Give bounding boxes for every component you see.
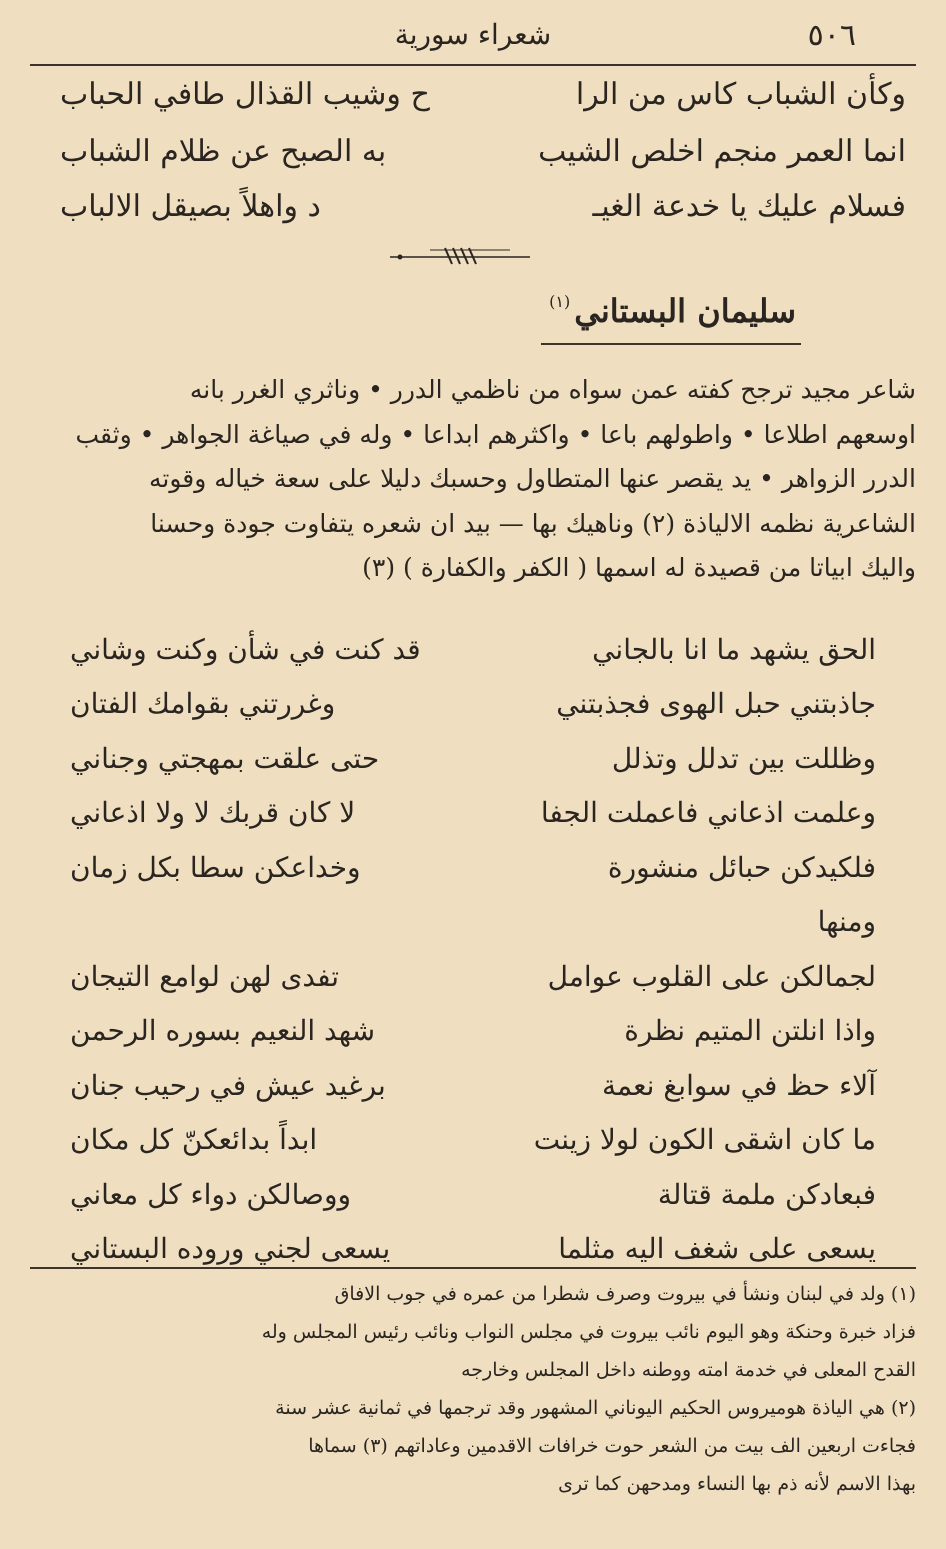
hemistich-left: تفدى لهن لوامع التيجان	[70, 959, 340, 993]
footnote-line: فزاد خبرة وحنكة وهو اليوم نائب بيروت في مجلس النواب ونائب رئيس المجلس وله	[261, 1321, 916, 1343]
hemistich-right: وظللت بين تدلل وتذلل	[611, 741, 876, 775]
poem-verse	[70, 840, 876, 895]
poem-verse	[70, 1113, 876, 1168]
poet-name: سليمان البستاني	[574, 292, 796, 330]
hemistich-left: ابداً بدائعكنّ كل مكان	[70, 1123, 318, 1157]
hemistich-right: آلاء حظ في سوابغ نعمة	[601, 1068, 876, 1102]
verse-line	[60, 77, 906, 112]
prose-line: واليك ابياتا من قصيدة له اسمها ( الكفر والكفارة ) (٣)	[362, 553, 916, 582]
hemistich-left: ح وشيب القذال طافي الحباب	[60, 77, 430, 112]
hemistich-right: فبعادكن ملمة قتالة	[657, 1177, 876, 1211]
hemistich-right: فلكيدكن حبائل منشورة	[607, 850, 876, 884]
hemistich-right: فسلام عليك يا خدعة الغيـ	[592, 189, 906, 224]
hemistich-right: وعلمت اذعاني فاعملت الجفا	[540, 796, 876, 830]
hemistich-right: وكأن الشباب كاس من الرا	[575, 77, 906, 112]
section-heading	[549, 292, 796, 330]
ornament-divider	[390, 244, 530, 266]
hemistich-right: لجمالكن على القلوب عوامل	[547, 959, 876, 993]
hemistich-left: لا كان قربك لا ولا اذعاني	[70, 796, 356, 830]
page-number: ٥٠٦	[807, 18, 856, 53]
verse-line	[60, 189, 906, 224]
footnote-ref: (١)	[549, 292, 571, 311]
hemistich-left: وخداعكن سطا بكل زمان	[70, 850, 361, 884]
poem-verse	[70, 622, 876, 677]
hemistich-right: يسعى على شغف اليه مثلما	[558, 1232, 876, 1266]
footnote-line: (٢) هي الياذة هوميروس الحكيم اليوناني المشهور وقد ترجمها في ثمانية عشر سنة	[275, 1397, 916, 1419]
hemistich-left: شهد النعيم بسوره الرحمن	[70, 1014, 376, 1048]
hemistich-right: جاذبتني حبل الهوى فجذبتني	[556, 687, 876, 721]
footnote-line: بهذا الاسم لأنه ذم بها النساء ومدحهن كما ترى	[558, 1473, 916, 1495]
hemistich-left: ووصالكن دواء كل معاني	[70, 1177, 351, 1211]
hemistich-left: يسعى لجني وروده البستاني	[70, 1232, 391, 1266]
hemistich-left: حتى علقت بمهجتي وجناني	[70, 741, 380, 775]
hemistich-left: د واهلاً بصيقل الالباب	[60, 189, 321, 224]
poem-verse	[70, 677, 876, 732]
poem-verse	[70, 786, 876, 841]
footnote-line: فجاءت اربعين الف بيت من الشعر حوت خرافات الاقدمين وعاداتهم (٣) سماها	[308, 1435, 916, 1457]
footnote-line: (١) ولد في لبنان ونشأ في بيروت وصرف شطرا من عمره في جوب الافاق	[334, 1283, 916, 1305]
hemistich-left: به الصبح عن ظلام الشباب	[60, 134, 387, 169]
prose-line: الدرر الزواهر • يد يقصر عنها المتطاول وحسبك دليلا على سعة خياله وقوته	[148, 464, 916, 493]
hemistich-right: الحق يشهد ما انا بالجاني	[592, 632, 876, 666]
hemistich-right: واذا انلتن المتيم نظرة	[624, 1014, 876, 1048]
poem-verse	[70, 949, 876, 1004]
heading-underline	[541, 343, 801, 345]
poem	[70, 622, 876, 1276]
footnotes	[20, 1275, 916, 1503]
poem-verse	[70, 731, 876, 786]
prose-line: شاعر مجيد ترجح كفته عمن سواه من ناظمي الدرر • وناثري الغرر بانه	[189, 375, 916, 404]
poem-interlude	[70, 895, 876, 950]
poem-verse	[70, 1058, 876, 1113]
page-header	[30, 18, 916, 58]
biography-paragraph	[20, 368, 916, 591]
interlude-label: ومنها	[817, 905, 876, 939]
poem-verse	[70, 1167, 876, 1222]
poem-verse	[70, 1004, 876, 1059]
footnote-rule	[30, 1267, 916, 1269]
footnote-line: القدح المعلى في خدمة امته ووطنه داخل المجلس وخارجه	[461, 1359, 916, 1381]
header-rule	[30, 64, 916, 66]
hemistich-left: برغيد عيش في رحيب جنان	[70, 1068, 386, 1102]
hemistich-right: انما العمر منجم اخلص الشيب	[538, 134, 906, 169]
prose-line: اوسعهم اطلاعا • واطولهم باعا • واكثرهم ابداعا • وله في صياغة الجواهر • وثقب	[75, 419, 916, 449]
hemistich-left: وغررتني بقوامك الفتان	[70, 687, 336, 721]
hemistich-left: قد كنت في شأن وكنت وشاني	[70, 632, 421, 666]
running-title: شعراء سورية	[394, 18, 552, 51]
hemistich-right: ما كان اشقى الكون لولا زينت	[533, 1123, 876, 1157]
prose-line: الشاعرية نظمه الالياذة (٢) وناهيك بها — بيد ان شعره يتفاوت جودة وحسنا	[150, 508, 916, 538]
verse-line	[60, 134, 906, 169]
